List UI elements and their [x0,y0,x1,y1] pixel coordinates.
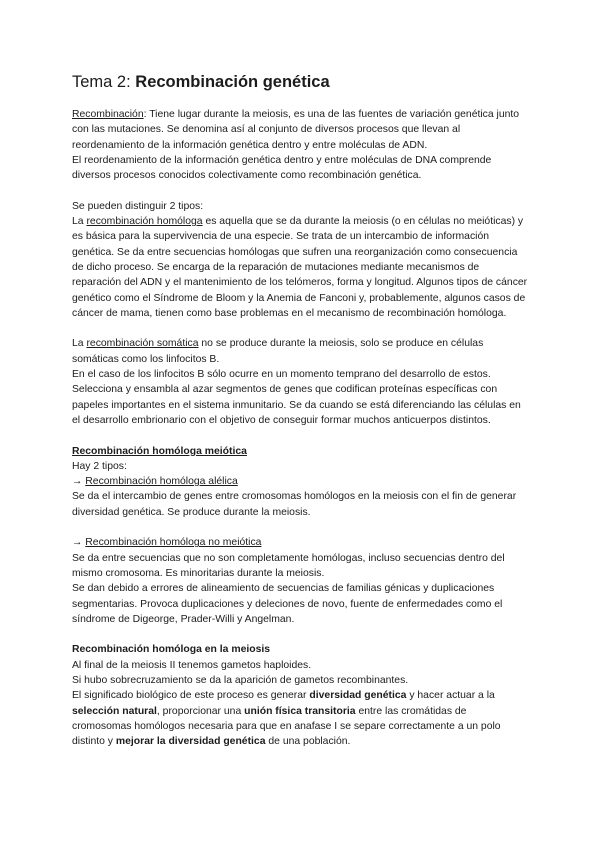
title-bold: Recombinación genética [135,73,330,91]
arrow-icon: → [72,476,86,488]
sig-bold-f: unión física transitoria [244,705,356,717]
no-meiotica-text-2: Se dan debido a errores de alineamiento de secuencias de familias génicas y duplicaciones segmentarias. Provoca duplicaciones y deleciones de novo, fuente de enfermedades como el síndrome de Digeorge, Prader-Willi y Angelman. [72,583,503,625]
alelica-label: Recombinación homóloga alélica [85,476,238,488]
sig-bold-d: selección natural [72,705,157,717]
somatica-text-1: no se produce durante la meiosis, solo se produce en células somáticas como los linfocitos B. [72,338,484,365]
arrow-icon: → [72,537,86,549]
sig-text-e: , proporcionar una [156,705,245,717]
en-meiosis-line-2: Si hubo sobrecruzamiento se da la aparición de gametos recombinantes. [72,674,409,686]
somatica-term: recombinación somática [86,338,199,350]
intro-paragraph [72,107,528,153]
somatica-paragraph [72,336,528,367]
homologa-pre: La [72,216,87,228]
meiotica-heading: Recombinación homóloga meiótica [72,445,247,457]
en-meiosis-line-1: Al final de la meiosis II tenemos gametos haploides. [72,659,312,671]
en-meiosis-significance [72,688,528,749]
types-intro: Se pueden distinguir 2 tipos: [72,200,204,212]
no-meiotica-item [72,535,528,550]
sig-bold-h: mejorar la diversidad genética [115,736,266,748]
title-prefix: Tema 2: [72,73,136,91]
no-meiotica-text-1: Se da entre secuencias que no son completamente homólogas, incluso secuencias dentro del mismo cromosoma. Es minoritarias durante la meiosis. [72,552,505,579]
intro-text-1: : Tiene lugar durante la meiosis, es una de las fuentes de variación genética junto con las mutaciones. Se denomina así al conjunto de diversos procesos que llevan al reordenamiento de la información genética dentro y entre moléculas de ADN. [72,109,520,151]
sig-bold-b: diversidad genética [309,690,407,702]
sig-text-c: y hacer actuar a la [406,690,495,702]
intro-term: Recombinación [72,109,144,120]
alelica-item [72,474,528,489]
en-meiosis-heading-text: Recombinación homóloga en la meiosis [72,644,271,656]
en-meiosis-heading [72,642,528,657]
intro-paragraph-2: El reordenamiento de la información genética dentro y entre moléculas de DNA comprende diversos procesos conocidos colectivamente como recombinación genética. [72,154,492,182]
alelica-text: Se da el intercambio de genes entre cromosomas homólogos en la meiosis con el fin de generar diversidad genética. Se produce durante la meiosis. [72,491,517,518]
sig-text-g: entre las cromátidas de cromosomas homólogos necesaria para que en anafase I se separe correctamente a un polo distinto y [72,705,501,748]
page-title [72,72,528,92]
homologa-term: recombinación homóloga [86,216,203,228]
sig-text-a: El significado biológico de este proceso es generar [72,690,310,702]
somatica-pre: La [72,338,87,350]
homologa-paragraph [72,214,528,321]
homologa-text: es aquella que se da durante la meiosis (o en células no meióticas) y es básica para la supervivencia de una especie. Se trata de un intercambio de información genética. Se da entre secuencias homólogas que sufren una reorganización como consecuencia de dicho proceso. Se encarga de la reparación de mutaciones mediante mecanismos de reparación del ADN y el mantenimiento de los telómeros, forma y longitud. Algunos tipos de cáncer genético como el Síndrome de Bloom y la Anemia de Fanconi y, probablemente, algunos casos de cáncer de mama, tienen como base problemas en el mecanismo de recombinación homóloga. [72,216,528,319]
meiotica-count: Hay 2 tipos: [72,460,127,472]
somatica-paragraph-2: En el caso de los linfocitos B sólo ocurre en un momento temprano del desarrollo de estos. Selecciona y ensambla al azar segmentos de genes que codifican proteínas específicas con papeles importantes en el sistema inmunitario. Se da cuando se está diferenciando las células en el desarrollo embrionario con el objetivo de conseguir formar muchos anticuerpos distintos. [72,369,521,426]
sig-text-i: de una población. [265,736,351,748]
no-meiotica-label: Recombinación homóloga no meiótica [85,537,262,549]
